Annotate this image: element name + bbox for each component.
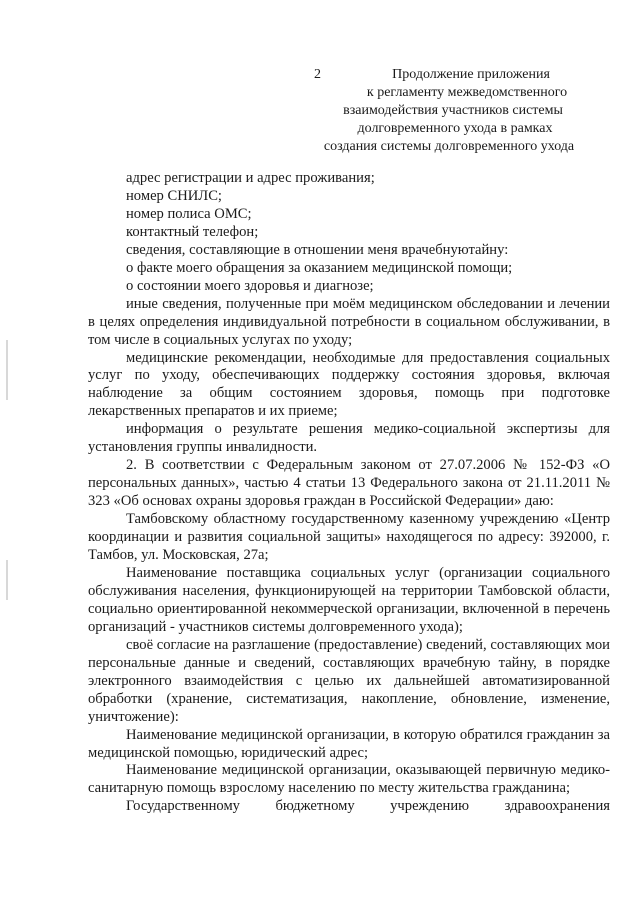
paragraph: Наименование поставщика социальных услуг (организации социального обслуживания населения, функционирующей на территории Тамбовской области, социально ориентированной некоммерческой организации, включенной в перечень организаций - участников системы долговременного ухода); [88, 564, 610, 635]
header-line: создания системы долговременного ухода [323, 139, 575, 154]
document-body [88, 170, 610, 816]
page-number: 2 [314, 67, 321, 82]
scan-edge-mark [6, 560, 8, 600]
paragraph: номер СНИЛС; [126, 187, 222, 204]
paragraph: Наименование медицинской организации, в которую обратился гражданин за медицинской помощью, юридический адрес; [88, 726, 610, 761]
header-line: к регламенту межведомственного [366, 85, 568, 100]
paragraph: медицинские рекомендации, необходимые для предоставления социальных услуг по уходу, обеспечивающих поддержку состояния здоровья, включая наблюдение за общим состоянием здоровья, помощь при подготовке лекарственных препаратов и их приеме; [88, 349, 610, 420]
header-line: долговременного ухода в рамках [357, 121, 553, 136]
scan-edge-mark [6, 340, 8, 400]
paragraph: адрес регистрации и адрес проживания; [126, 170, 375, 186]
paragraph: информация о результате решения медико-социальной экспертизы для установления группы инвалидности. [88, 421, 610, 456]
paragraph: Наименование медицинской организации, оказывающей первичную медико-санитарную помощь взрослому населению по месту жительства гражданина; [88, 762, 610, 797]
paragraph: иные сведения, полученные при моём медицинском обследовании и лечении в целях определения индивидуальной потребности в социальном обслуживании, в том числе в социальных услугах по уходу; [88, 295, 610, 348]
paragraph: сведения, составляющие в отношении меня врачебнуютайну: [126, 241, 509, 258]
paragraph: номер полиса ОМС; [126, 205, 252, 222]
header-line: взаимодействия участников системы [343, 103, 563, 118]
paragraph: своё согласие на разглашение (предоставление) сведений, составляющих мои персональные данные и сведений, составляющих врачебную тайну, в порядке электронного взаимодействия с целью их дальнейшей автоматизированной обработки (хранение, систематизация, накопление, обновление, изменение, уничтожение): [88, 636, 610, 725]
paragraph: Государственному бюджетному учреждению здравоохранения [126, 798, 610, 815]
paragraph: 2. В соответствии с Федеральным законом от 27.07.2006 № 152-ФЗ «О персональных данных», частью 4 статьи 13 Федерального закона от 21.11.2011 № 323 «Об основах охраны здоровья граждан в Российской Федерации» даю: [88, 457, 610, 510]
header-line: Продолжение приложения [392, 67, 550, 82]
paragraph: о факте моего обращения за оказанием медицинской помощи; [126, 259, 513, 276]
paragraph: Тамбовскому областному государственному казенному учреждению «Центр координации и развития социальной защиты» находящегося по адресу: 392000, г. Тамбов, ул. Московская, 27а; [88, 511, 610, 564]
paragraph: контактный телефон; [126, 223, 259, 240]
appendix-header [300, 66, 590, 156]
paragraph: о состоянии моего здоровья и диагнозе; [126, 277, 374, 294]
